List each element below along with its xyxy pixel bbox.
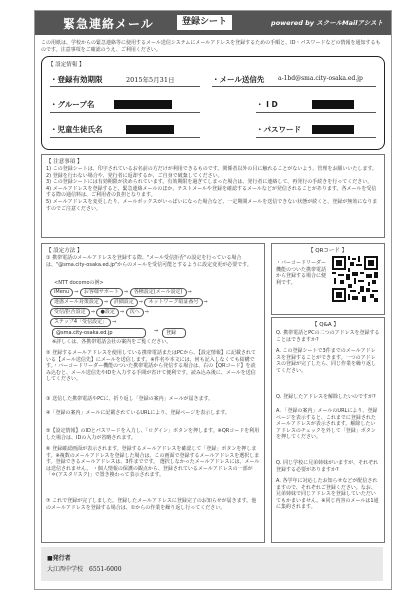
qa-question: Q. 同じ学校に兄弟姉妹がいますが、それぞれ登録する必要がありますか?	[276, 460, 379, 473]
password-label: ・パスワード	[256, 125, 301, 134]
arrow-icon: ⇒	[154, 328, 159, 334]
issuer-label: ■発行者	[47, 555, 71, 562]
caution-section-label: 【 注意事項 】	[46, 159, 83, 165]
caution-item: 3) この登録シートには有効期限が決められています。有効期限を過ぎてしまった場合は、発行者に連絡して、再発行の手続きを行ってください。	[46, 179, 373, 186]
student-name-label: ・児童生徒氏名	[50, 125, 103, 134]
qr-section-label: 【 QRコード 】	[308, 248, 348, 254]
qr-note: ・バーコードリーダー機能のついた携帯電話から登録する場合に便利です。	[276, 260, 327, 286]
menu-pill: お客様サポート	[80, 288, 123, 297]
procedure-step-1: ① 携帯電話のメールアドレスを登録する際、"メール受信拒否"の設定を行っている場合は、"@sma.city-osaka.ed.jp"からのメールを受信可能とするように設定変更が必要です。	[46, 255, 252, 268]
settings-section-label: 【 設定情報 】	[48, 62, 85, 68]
menu-pill: ステップ4「受信設定」	[50, 318, 111, 327]
sender-label: ・メール送信先	[212, 75, 265, 84]
intro-text: この用紙は、学校からの緊急連絡等に使用するメール送信システムにメールアドレスを登録するための手順と、ID・パスワードなどの情報を通知するものです。注意事項をご確認のうえ、ご利用ください。	[41, 40, 381, 53]
docomo-path-a: iMenu ⇒ お客様サポート ⇒ 各種設定(メール設定) ⇒	[50, 288, 264, 297]
menu-pill: 次へ	[126, 308, 144, 317]
docomo-path-d: ステップ4「受信設定」 ⇒	[50, 318, 264, 327]
menu-pill: ネットワーク暗証番号	[144, 298, 202, 307]
sender-underline	[212, 86, 376, 87]
menu-pill: 詳細設定	[110, 298, 138, 307]
qa-box	[271, 317, 385, 543]
qr-code-icon	[332, 256, 378, 302]
issuer-value: 大江西中学校 6551-6000	[47, 566, 122, 573]
expiry-underline	[50, 86, 200, 87]
header-bar	[35, 11, 391, 35]
qa-question: Q. 登録したアドレスを解除したいのですが?	[276, 394, 376, 400]
procedure-section-label: 【 設定方法 】	[46, 248, 83, 254]
menu-pill: ●設定	[96, 308, 118, 317]
register-chip: 登録	[162, 328, 186, 338]
sender-value: a-1bd@sma.city-osaka.ed.jp	[278, 75, 363, 82]
settings-info-box	[41, 56, 385, 150]
procedure-box	[41, 243, 265, 543]
registration-sheet	[34, 10, 392, 590]
qa-answer: A. この登録シートで3件までのメールアドレスを登録することができます。一つのアドレスの登録が完了したら、同じ作業を繰り返してください。	[276, 348, 377, 374]
id-label: ・ I D	[256, 100, 278, 109]
id-underline	[256, 112, 376, 113]
group-label: ・グループ名	[50, 100, 95, 109]
procedure-step-5: ⑤【設定情報】のIDとパスワードを入力し、「ログイン」ボタンを押します。※QRコードを利用した場合は、IDの入力が省略されます。	[46, 428, 260, 441]
docomo-path-c: 受信/拒否設定 ⇒ ●設定 ⇒ 次へ ⇒	[50, 308, 264, 317]
powered-by: powered by スクールMailアシスト	[271, 19, 383, 27]
docomo-path-b: 迷惑メール対策設定 ⇒ 詳細設定 ⇒ ネットワーク暗証番号 ⇒	[50, 298, 264, 307]
procedure-step-2: ② 登録するメールアドレスを使用している携帯電話またはPCから、【設定情報】に記載されている【メール送信先】にメールを送信します。※件名や本文には、何も記入しなくても結構です。・バーコードリーダー機能のついた携帯電話から発信する場合は、右の【QRコード】を読み込むと、メール送信先やIDを入力する手間が省けて便利です。読み込み後に、メールを送信してください。	[46, 350, 256, 382]
expiry-value: 2015年5月31日	[126, 76, 175, 84]
menu-pill: 各種設定(メール設定)	[130, 288, 187, 297]
carrier-note: ※詳しくは、各携帯電話会社の案内をご覧ください。	[52, 339, 172, 345]
id-redacted	[312, 100, 354, 109]
password-underline	[256, 137, 376, 138]
group-underline	[50, 112, 200, 113]
header-title: 緊急連絡メール	[63, 17, 154, 31]
procedure-step-7: ⑦ これで登録が完了しました。登録したメールアドレスに登録完了のお知らせが届きます。他のメールアドレスを登録する場合は、①からの作業を繰り返し行ってください。	[46, 498, 257, 511]
qr-code-box	[271, 243, 385, 315]
qa-question: Q. 携帯電話とPCの二つのアドレスを登録することはできますか?	[276, 330, 380, 343]
header-tag: 登録シート	[177, 15, 232, 30]
caution-list	[46, 166, 380, 212]
qa-section-label: 【 Q&A 】	[312, 322, 339, 328]
student-name-redacted	[126, 125, 174, 134]
expiry-label: ・登録有効期限	[50, 75, 103, 84]
procedure-step-4: ④「登録の案内」メールに記載されているURLにより、登録ページを表示します。	[46, 410, 230, 416]
student-underline	[50, 137, 200, 138]
caution-box	[41, 154, 385, 238]
procedure-step-3: ③ 送信した携帯電話やPCに、折り返し「登録の案内」メールが届きます。	[46, 396, 214, 402]
qa-answer: A. 「登録の案内」メールのURLにより、登録ページを表示すると、これまでに登録されたメールアドレスが表示されます。解除したいアドレスのチェックを外して「登録」ボタンを押してください。	[276, 408, 378, 440]
caution-item: 2) 登録を行わない場合や、発行者に返却するか、ご自身で破棄してください。	[46, 172, 223, 179]
domain-chip: @sma.city-osaka.ed.jp	[52, 328, 146, 338]
qa-answer: A. 各学年に対応したお知らせなどが配信されますので、それぞれご登録ください。なお、兄弟姉妹で同じアドレスを登録していただいてもかまいません。※同じ内容のメールは1通に集約されます。	[276, 478, 379, 510]
caution-item: 4) メールアドレスを登録すると、緊急連絡メールのほか、テストメールや登録を確認するメールなどが発信されることがあります。各メールを受信する際の通信料は、ご利用者の負担となります。	[46, 185, 377, 199]
caution-item: 5) メールアドレスを変更したり、メールボックスがいっぱいになった場合など、一定期間メールを送信できない状態が続くと、登録が無効になりますのでご注意ください。	[46, 198, 378, 212]
group-redacted	[114, 100, 172, 109]
menu-pill: 受信/拒否設定	[50, 308, 90, 317]
menu-pill: iMenu	[50, 288, 73, 297]
issuer-box	[41, 547, 383, 581]
caution-item: 1) この登録シートは、印字されているお名前の方だけが利用できるものです。関係者以外の目に触れることがないよう、管理をお願いいたします。	[46, 166, 377, 172]
menu-pill: 迷惑メール対策設定	[50, 298, 103, 307]
procedure-step-6: ⑥ 登録確認画面が表示されます。登録するメールアドレスを確認して「登録」ボタンを押します。※複数のメールアドレスを登録した場合は、この画面で登録するメールアドレスを選択します。登録できるメールアドレスは、3件までです。 選択しなかったメールアドレスには、メールは送信されません。 ・個人情報の保護の観点から、登録されているメールアドレスの一部が「＊(アスタリスク)」で置き換わって表示されます。	[46, 446, 260, 478]
password-redacted	[312, 125, 354, 134]
docomo-example-label: <NTT docomoの例>	[54, 280, 104, 286]
